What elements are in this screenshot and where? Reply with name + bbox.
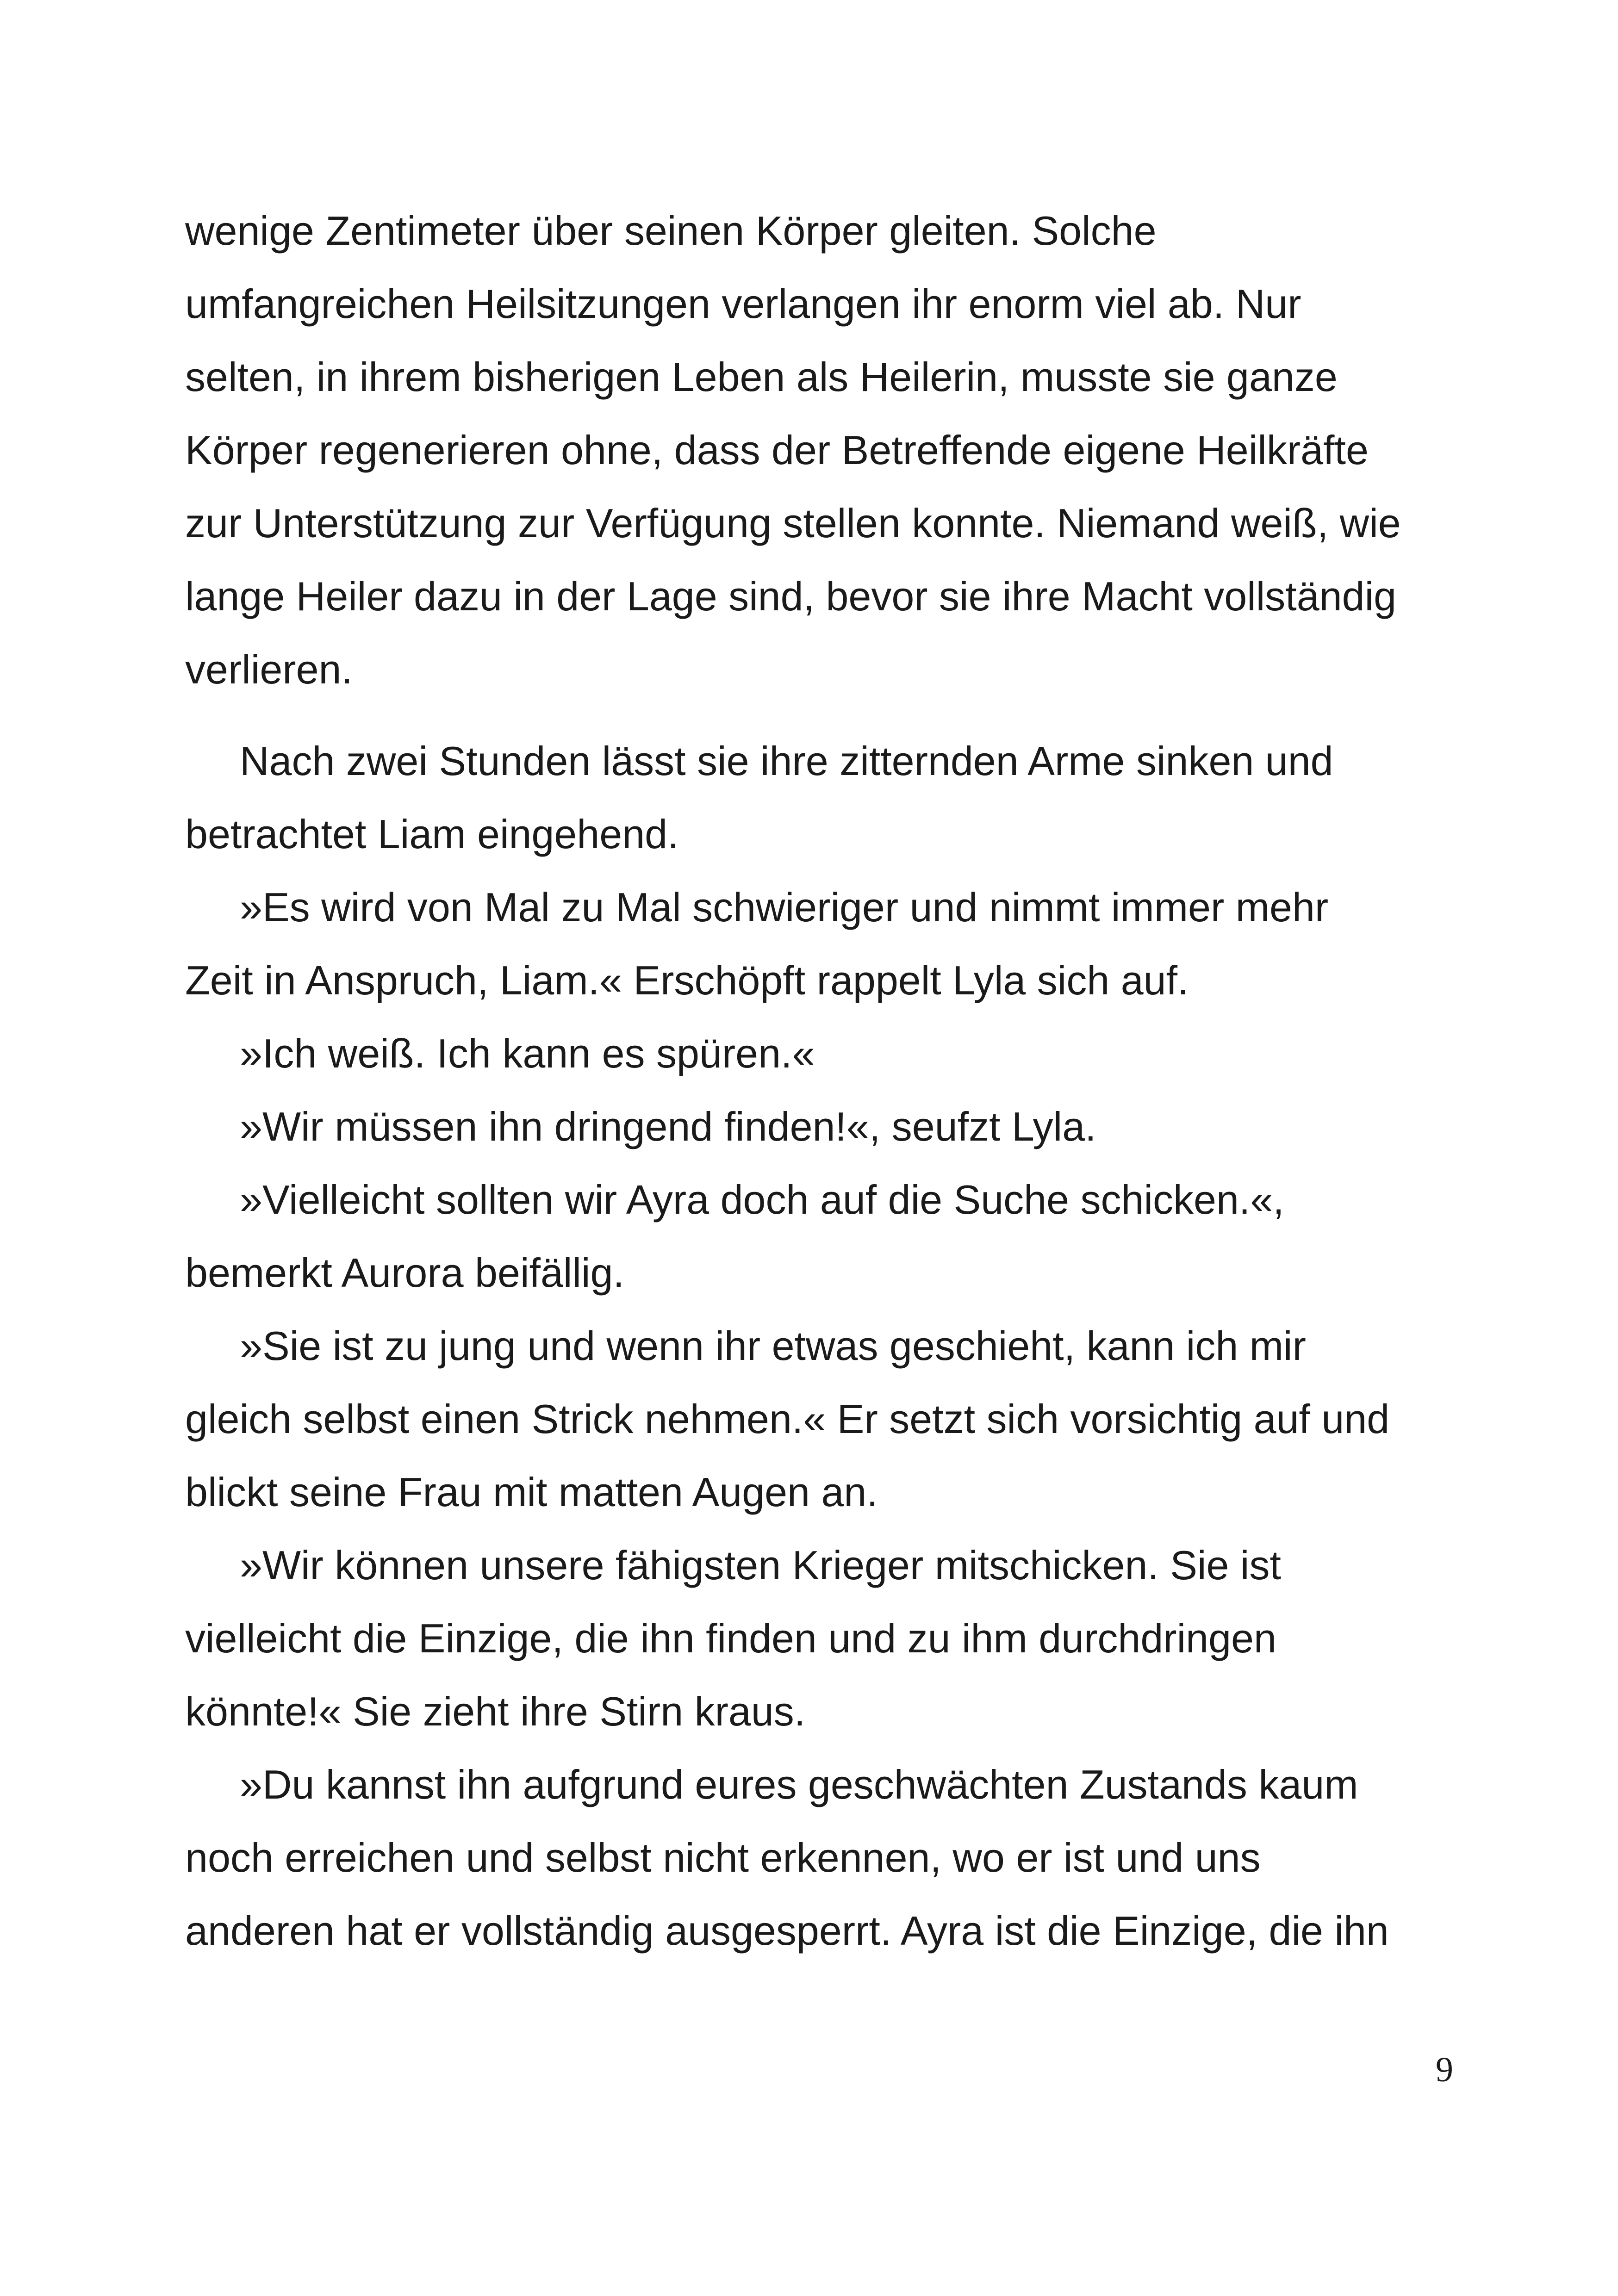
text-line: »Sie ist zu jung und wenn ihr etwas geschieht, kann ich mir	[240, 1323, 1306, 1369]
body-text	[185, 194, 1444, 1967]
text-line: »Wir können unsere fähigsten Krieger mitschicken. Sie ist	[240, 1542, 1281, 1588]
text-line: anderen hat er vollständig ausgesperrt. Ayra ist die Einzige, die ihn	[185, 1908, 1389, 1954]
text-line: Nach zwei Stunden lässt sie ihre zitternden Arme sinken und	[240, 738, 1333, 784]
text-line: noch erreichen und selbst nicht erkennen, wo er ist und uns	[185, 1835, 1261, 1880]
text-line: vielleicht die Einzige, die ihn finden und zu ihm durchdringen	[185, 1615, 1276, 1661]
text-line: Zeit in Anspruch, Liam.« Erschöpft rappelt Lyla sich auf.	[185, 957, 1189, 1003]
text-line: »Du kannst ihn aufgrund eures geschwächten Zustands kaum	[240, 1762, 1358, 1807]
text-line: verlieren.	[185, 646, 353, 692]
text-line: zur Unterstützung zur Verfügung stellen konnte. Niemand weiß, wie	[185, 500, 1401, 546]
text-line: »Ich weiß. Ich kann es spüren.«	[240, 1030, 815, 1076]
text-line: bemerkt Aurora beifällig.	[185, 1250, 624, 1296]
text-line: Körper regenerieren ohne, dass der Betreffende eigene Heilkräfte	[185, 427, 1369, 473]
text-line: umfangreichen Heilsitzungen verlangen ihr enorm viel ab. Nur	[185, 281, 1301, 327]
text-line: »Wir müssen ihn dringend finden!«, seufzt Lyla.	[240, 1104, 1096, 1149]
text-line: gleich selbst einen Strick nehmen.« Er setzt sich vorsichtig auf und	[185, 1396, 1390, 1442]
text-line: blickt seine Frau mit matten Augen an.	[185, 1469, 878, 1515]
text-line: selten, in ihrem bisherigen Leben als Heilerin, musste sie ganze	[185, 354, 1338, 400]
page-number: 9	[1436, 2050, 1453, 2089]
text-line: »Es wird von Mal zu Mal schwieriger und nimmt immer mehr	[240, 884, 1329, 930]
text-line: lange Heiler dazu in der Lage sind, bevor sie ihre Macht vollständig	[185, 573, 1397, 619]
text-line: könnte!« Sie zieht ihre Stirn kraus.	[185, 1688, 806, 1734]
text-line: betrachtet Liam eingehend.	[185, 811, 679, 857]
text-line: wenige Zentimeter über seinen Körper gleiten. Solche	[185, 208, 1157, 254]
text-line: »Vielleicht sollten wir Ayra doch auf die Suche schicken.«,	[240, 1177, 1284, 1222]
